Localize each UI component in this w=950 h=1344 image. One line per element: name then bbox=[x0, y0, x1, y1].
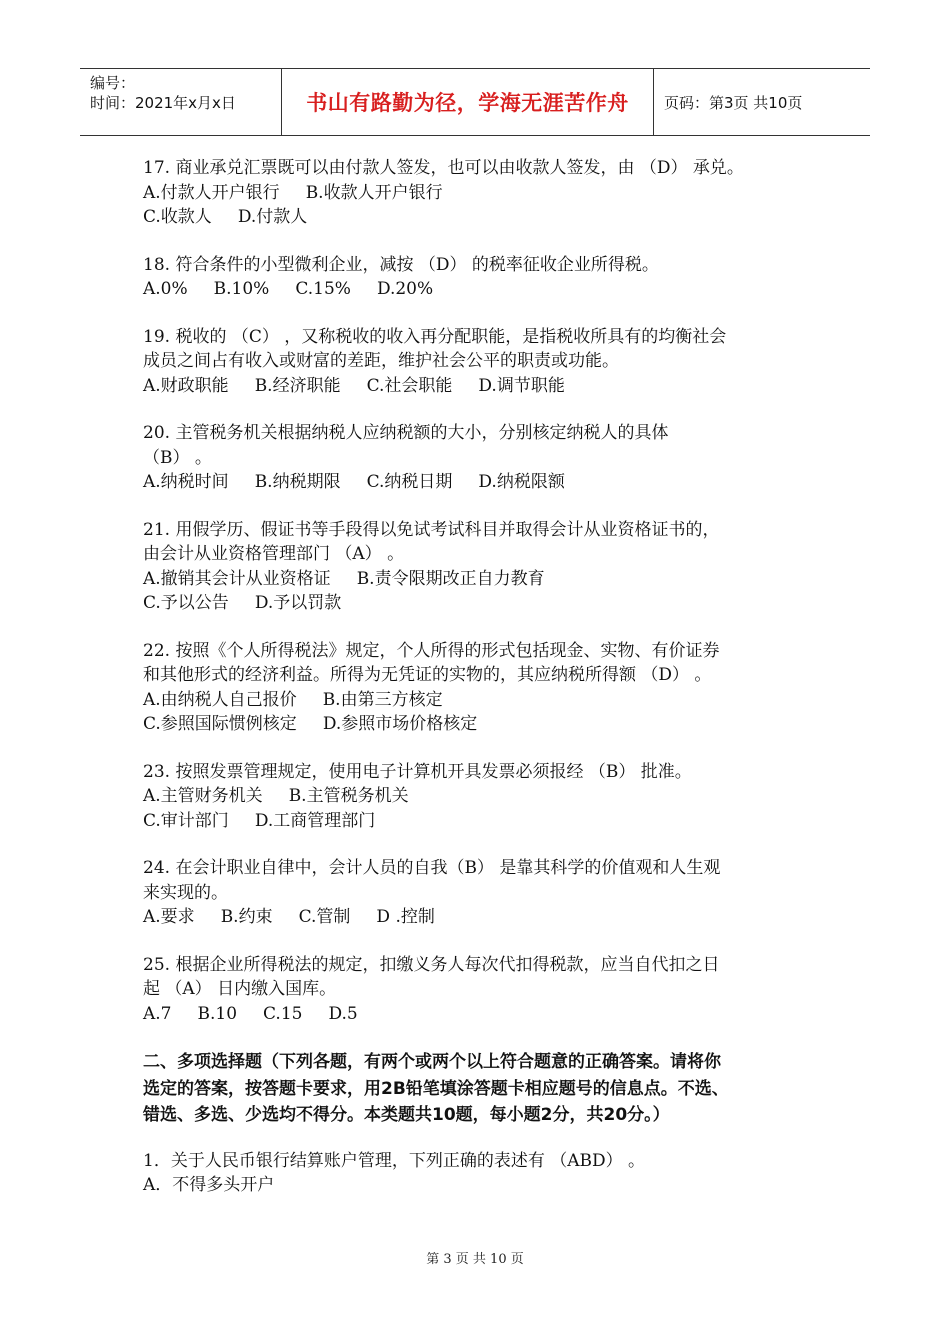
option-row bbox=[143, 205, 823, 230]
question-text: 19. 税收的 （C） ，又称税收的收入再分配职能，是指税收所具有的均衡社会 bbox=[143, 326, 727, 347]
option-text: A.撤销其会计从业资格证 bbox=[143, 568, 331, 589]
question-item bbox=[143, 325, 823, 399]
question-item bbox=[143, 856, 823, 930]
option-text: A.要求 bbox=[143, 907, 195, 927]
option-text: C.管制 bbox=[298, 907, 351, 927]
option-text: A.主管财务机关 bbox=[143, 786, 263, 806]
option-text: D.调节职能 bbox=[478, 375, 565, 396]
option-text: B.责令限期改正自力教育 bbox=[356, 568, 545, 589]
option-text: C.参照国际惯例核定 bbox=[143, 714, 297, 734]
option-text: B.经济职能 bbox=[254, 375, 341, 396]
question-item bbox=[143, 1149, 823, 1198]
option-text: A．不得多头开户 bbox=[143, 1175, 275, 1195]
option-text: A.财政职能 bbox=[143, 375, 229, 396]
question-item bbox=[143, 518, 823, 616]
option-text: B.10 bbox=[197, 1003, 238, 1024]
question-item bbox=[143, 253, 823, 302]
question-text: （B） 。 bbox=[143, 447, 212, 468]
question-text: 23. 按照发票管理规定，使用电子计算机开具发票必须报经 （B） 批准。 bbox=[143, 761, 692, 782]
option-text: B.纳税期限 bbox=[254, 472, 341, 492]
option-text: C.予以公告 bbox=[143, 593, 229, 613]
time-label: 时间：2021年x月x日 bbox=[90, 94, 236, 112]
option-text: A.付款人开户银行 bbox=[143, 182, 280, 203]
question-text: 成员之间占有收入或财富的差距，维护社会公平的职责或功能。 bbox=[143, 351, 619, 371]
option-text: A.0% bbox=[143, 279, 188, 299]
question-list bbox=[143, 156, 823, 1198]
question-text: 17. 商业承兑汇票既可以由付款人签发，也可以由收款人签发，由 （D） 承兑。 bbox=[143, 158, 744, 178]
option-row bbox=[143, 905, 823, 930]
option-text: B.10% bbox=[213, 279, 270, 299]
option-text: D .控制 bbox=[376, 907, 435, 927]
question-text: 起 （A） 日内缴入国库。 bbox=[143, 979, 337, 999]
header-motto: 书山有路勤为径，学海无涯苦作舟 bbox=[282, 69, 654, 135]
option-text: C.审计部门 bbox=[143, 810, 229, 831]
option-text: D.纳税限额 bbox=[478, 472, 565, 492]
option-text: C.15% bbox=[295, 279, 351, 299]
question-item bbox=[143, 156, 823, 230]
option-row bbox=[143, 712, 823, 737]
option-text: B.由第三方核定 bbox=[322, 689, 443, 710]
option-row bbox=[143, 1002, 823, 1027]
option-text: A.7 bbox=[143, 1003, 172, 1024]
option-row bbox=[143, 374, 823, 399]
question-item bbox=[143, 760, 823, 834]
section-heading bbox=[143, 1049, 823, 1129]
option-text: D.5 bbox=[328, 1003, 358, 1024]
option-row bbox=[143, 591, 823, 616]
option-text: B.约束 bbox=[220, 907, 273, 927]
option-row bbox=[143, 470, 823, 495]
option-text: B.主管税务机关 bbox=[288, 786, 409, 806]
option-text: A.纳税时间 bbox=[143, 472, 229, 492]
question-text: 和其他形式的经济利益。所得为无凭证的实物的，其应纳税所得额 （D） 。 bbox=[143, 665, 712, 685]
question-text: 24. 在会计职业自律中，会计人员的自我（B） 是靠其科学的价值观和人生观 bbox=[143, 858, 721, 878]
page-header bbox=[80, 68, 870, 136]
option-text: C.15 bbox=[263, 1003, 303, 1024]
header-page-info: 页码：第3页 共10页 bbox=[664, 93, 803, 112]
option-row bbox=[143, 688, 823, 713]
section-heading-line: 选定的答案，按答题卡要求，用2B铅笔填涂答题卡相应题号的信息点。不选、 bbox=[143, 1078, 729, 1099]
question-text: 1．关于人民币银行结算账户管理，下列正确的表述有 （ABD） 。 bbox=[143, 1150, 646, 1171]
question-text: 18. 符合条件的小型微利企业，减按 （D） 的税率征收企业所得税。 bbox=[143, 254, 659, 275]
option-text: D.予以罚款 bbox=[254, 593, 342, 613]
section-heading-line: 错选、多选、少选均不得分。本类题共10题，每小题2分，共20分。） bbox=[143, 1105, 670, 1125]
option-text: D.参照市场价格核定 bbox=[322, 714, 478, 734]
option-text: D.付款人 bbox=[237, 207, 308, 227]
option-text: C.收款人 bbox=[143, 207, 212, 227]
option-text: C.纳税日期 bbox=[366, 472, 453, 492]
question-text: 25. 根据企业所得税法的规定，扣缴义务人每次代扣得税款，应当自代扣之日 bbox=[143, 954, 720, 975]
option-row bbox=[143, 784, 823, 809]
option-text: D.工商管理部门 bbox=[254, 810, 376, 831]
question-item bbox=[143, 639, 823, 737]
option-row bbox=[143, 277, 823, 302]
question-item bbox=[143, 421, 823, 495]
question-item bbox=[143, 953, 823, 1027]
option-text: C.社会职能 bbox=[366, 375, 453, 396]
option-text: A.由纳税人自己报价 bbox=[143, 689, 297, 710]
question-text: 22. 按照《个人所得税法》规定，个人所得的形式包括现金、实物、有价证券 bbox=[143, 640, 720, 661]
option-row bbox=[143, 567, 823, 592]
question-text: 20. 主管税务机关根据纳税人应纳税额的大小，分别核定纳税人的具体 bbox=[143, 423, 669, 443]
option-text: B.收款人开户银行 bbox=[305, 182, 443, 203]
option-text: D.20% bbox=[376, 279, 434, 299]
question-text: 由会计从业资格管理部门 （A） 。 bbox=[143, 544, 405, 564]
page-footer: 第 3 页 共 10 页 bbox=[426, 1252, 524, 1267]
question-text: 21. 用假学历、假证书等手段得以免试考试科目并取得会计从业资格证书的， bbox=[143, 519, 720, 540]
question-text: 来实现的。 bbox=[143, 882, 228, 903]
option-row bbox=[143, 181, 823, 206]
header-meta bbox=[80, 69, 282, 135]
option-row bbox=[143, 809, 823, 834]
section-heading-line: 二、多项选择题（下列各题，有两个或两个以上符合题意的正确答案。请将你 bbox=[143, 1052, 721, 1072]
number-label: 编号： bbox=[90, 74, 136, 92]
